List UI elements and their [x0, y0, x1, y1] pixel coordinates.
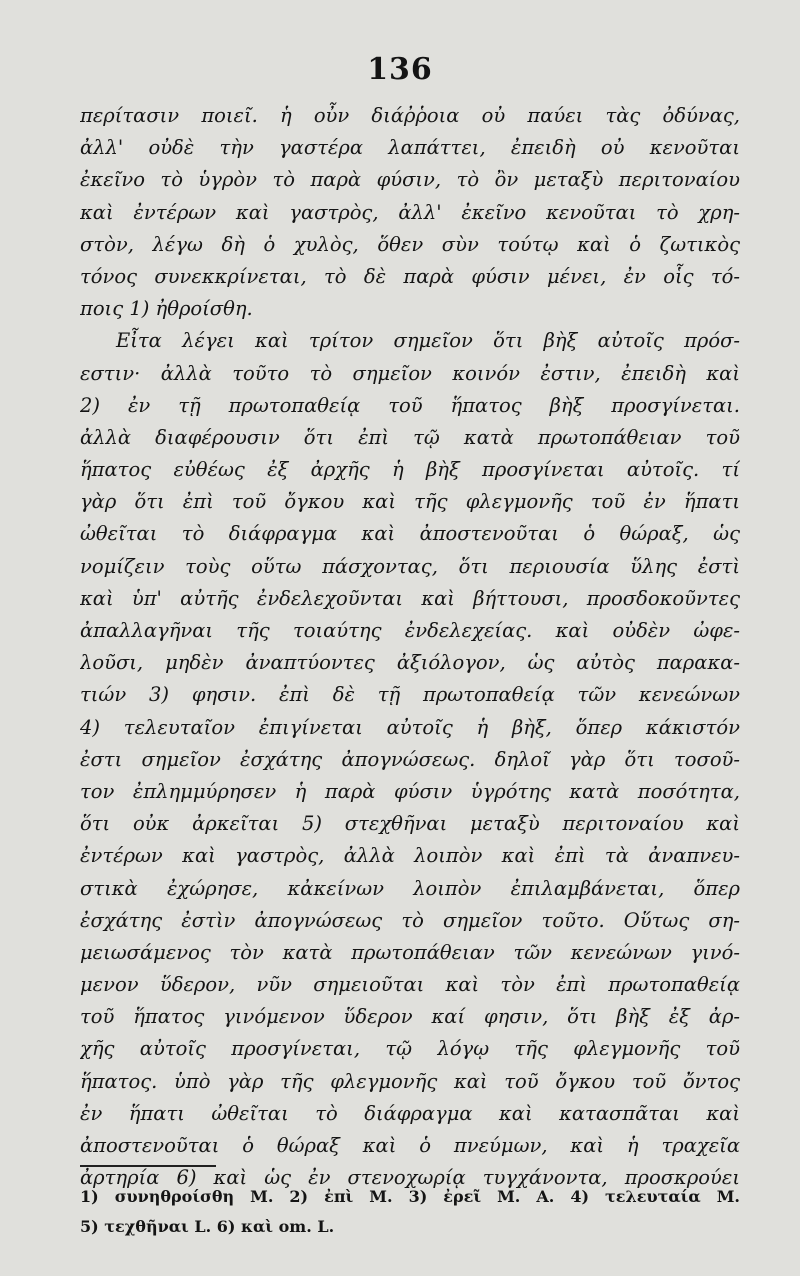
text-line: ἀλλὰ διαφέρουσιν ὅτι ἐπὶ τῷ κατὰ πρωτοπάθειαν τοῦ: [80, 425, 740, 449]
text-line: ἐστι σημεῖον ἐσχάτης ἀπογνώσεως. δηλοῖ γὰρ ὅτι τοσοῦ-: [80, 747, 740, 771]
text-line: τιών 3) φησιν. ἐπὶ δὲ τῇ πρωτοπαθείᾳ τῶν κενεώνων: [80, 683, 740, 707]
text-line: στὸν, λέγω δὴ ὁ χυλὸς, ὅθεν σὺν τούτῳ καὶ ὁ ζωτικὸς: [80, 232, 740, 256]
body-text: [80, 100, 740, 1194]
text-line: ποις 1) ἠθροίσθη.: [80, 297, 253, 321]
text-line: ἀπαλλαγῆναι τῆς τοιαύτης ἐνδελεχείας. καὶ οὐδὲν ὠφε-: [80, 619, 740, 642]
text-line: Εἶτα λέγει καὶ τρίτον σημεῖον ὅτι βὴξ αὐτοῖς πρόσ-: [116, 329, 740, 353]
text-line: καὶ ὑπ' αὐτῆς ἐνδελεχοῦνται καὶ βήττουσι, προσδοκοῦντες: [80, 586, 740, 610]
text-line: τόνος συνεκκρίνεται, τὸ δὲ παρὰ φύσιν μένει, ἐν οἷς τό-: [80, 264, 740, 288]
text-line: ἥπατος εὐθέως ἐξ ἀρχῆς ἡ βὴξ προσγίνεται αὐτοῖς. τί: [80, 458, 740, 482]
text-line: ἀποστενοῦται ὁ θώραξ καὶ ὁ πνεύμων, καὶ ἡ τραχεῖα: [80, 1134, 740, 1157]
text-line: ὅτι οὐκ ἀρκεῖται 5) στεχθῆναι μεταξὺ περιτοναίου καὶ: [80, 812, 740, 836]
text-line: καὶ ἐντέρων καὶ γαστρὸς, ἀλλ' ἐκεῖνο κενοῦται τὸ χρη-: [80, 200, 740, 224]
text-line: χῆς αὐτοῖς προσγίνεται, τῷ λόγῳ τῆς φλεγμονῆς τοῦ: [80, 1037, 740, 1061]
text-line: περίτασιν ποιεῖ. ἡ οὖν διάῤῥοια οὐ παύει τὰς ὀδύνας,: [80, 104, 740, 127]
footnote-line: 1) συνηθροίσθη M. 2) ἐπὶ M. 3) ἐρεῖ M. A. 4) τελευταία M.: [80, 1187, 740, 1206]
text-line: τον ἐπλημμύρησεν ἡ παρὰ φύσιν ὑγρότης κατὰ ποσότητα,: [80, 779, 740, 803]
text-line: ἐσχάτης ἐστὶν ἀπογνώσεως τὸ σημεῖον τοῦτο. Οὕτως ση-: [80, 908, 740, 932]
text-line: ἀρτηρία 6) καὶ ὡς ἐν στενοχωρίᾳ τυγχάνοντα, προσκρούει: [80, 1166, 740, 1190]
text-line: ἥπατος. ὑπὸ γὰρ τῆς φλεγμονῆς καὶ τοῦ ὄγκου τοῦ ὄντος: [80, 1069, 740, 1093]
text-line: γὰρ ὅτι ἐπὶ τοῦ ὄγκου καὶ τῆς φλεγμονῆς τοῦ ἐν ἥπατι: [80, 490, 740, 514]
text-line: ἐντέρων καὶ γαστρὸς, ἀλλὰ λοιπὸν καὶ ἐπὶ τὰ ἀναπνευ-: [80, 844, 740, 868]
text-line: λοῦσι, μηδὲν ἀναπτύοντες ἀξιόλογον, ὡς αὐτὸς παρακα-: [80, 651, 740, 675]
text-line: ἐκεῖνο τὸ ὑγρὸν τὸ παρὰ φύσιν, τὸ ὂν μεταξὺ περιτοναίου: [80, 168, 740, 192]
text-line: στικὰ ἐχώρησε, κἀκείνων λοιπὸν ἐπιλαμβάνεται, ὅπερ: [80, 876, 740, 900]
page-number: 136: [367, 52, 433, 87]
text-line: μειωσάμενος τὸν κατὰ πρωτοπάθειαν τῶν κενεώνων γινό-: [80, 940, 740, 964]
footnote-rule: [80, 1165, 216, 1167]
text-line: 4) τελευταῖον ἐπιγίνεται αὐτοῖς ἡ βὴξ, ὅπερ κάκιστόν: [80, 715, 740, 739]
text-line: 2) ἐν τῇ πρωτοπαθείᾳ τοῦ ἥπατος βὴξ προσγίνεται.: [80, 393, 740, 417]
text-line: ἐν ἥπατι ὠθεῖται τὸ διάφραγμα καὶ κατασπᾶται καὶ: [80, 1101, 740, 1125]
text-line: νομίζειν τοὺς οὕτω πάσχοντας, ὅτι περιουσία ὕλης ἐστὶ: [80, 554, 740, 578]
text-line: μενον ὕδερον, νῦν σημειοῦται καὶ τὸν ἐπὶ πρωτοπαθείᾳ: [80, 973, 740, 997]
text-line: ὠθεῖται τὸ διάφραγμα καὶ ἀποστενοῦται ὁ θώραξ, ὡς: [80, 522, 740, 546]
text-line: εστιν· ἀλλὰ τοῦτο τὸ σημεῖον κοινόν ἐστιν, ἐπειδὴ καὶ: [80, 361, 740, 385]
text-line: τοῦ ἥπατος γινόμενον ὕδερον καί φησιν, ὅτι βὴξ ἐξ ἀρ-: [80, 1005, 740, 1029]
footnote-line: 5) τεχθῆναι L. 6) καὶ om. L.: [80, 1217, 335, 1236]
text-line: ἀλλ' οὐδὲ τὴν γαστέρα λαπάττει, ἐπειδὴ οὐ κενοῦται: [80, 136, 740, 160]
footnotes: [80, 1182, 740, 1242]
